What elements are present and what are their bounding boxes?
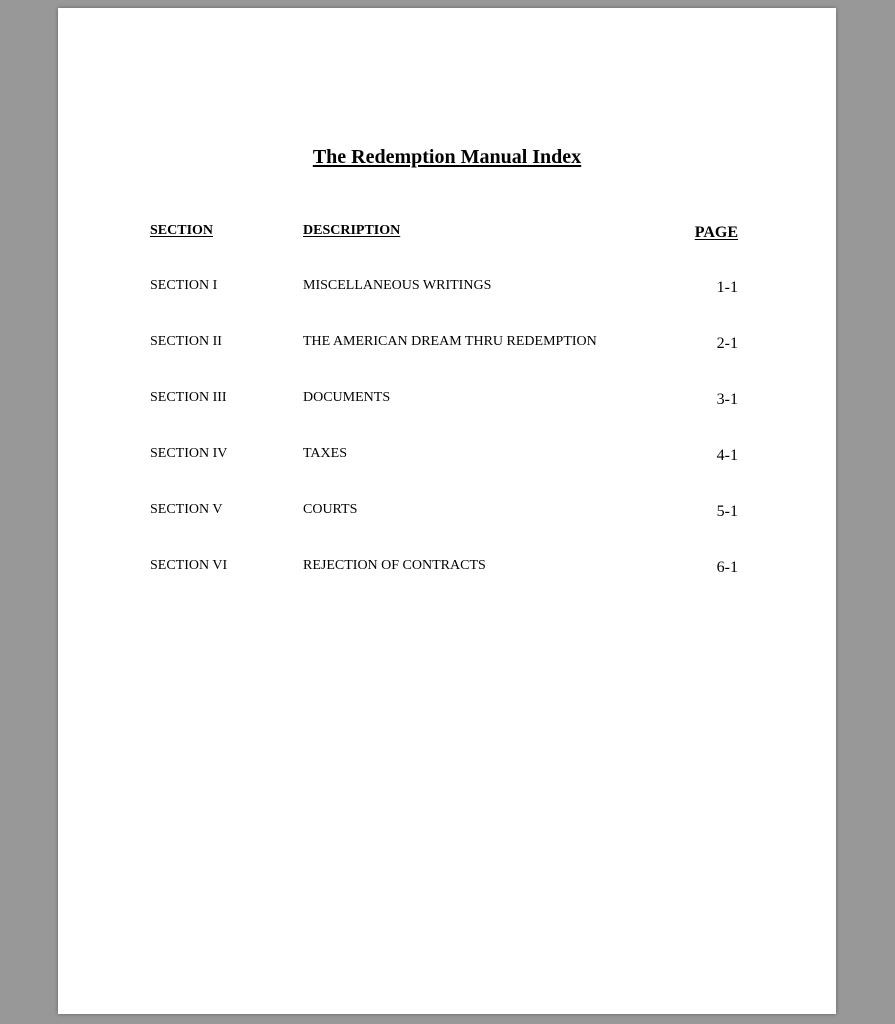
index-row <box>58 390 836 414</box>
row-description: REJECTION OF CONTRACTS <box>303 558 486 573</box>
index-row <box>58 334 836 358</box>
index-row <box>58 446 836 470</box>
row-page: 2-1 <box>716 335 738 352</box>
row-page: 1-1 <box>716 279 738 296</box>
row-description: THE AMERICAN DREAM THRU REDEMPTION <box>303 334 597 349</box>
row-description: MISCELLANEOUS WRITINGS <box>303 278 492 293</box>
row-description: DOCUMENTS <box>303 390 391 405</box>
row-section: SECTION I <box>150 278 218 293</box>
row-page: 6-1 <box>716 559 738 576</box>
index-row <box>58 502 836 526</box>
column-header-page: PAGE <box>694 224 738 241</box>
row-description: COURTS <box>303 502 358 517</box>
column-header-section: SECTION <box>150 223 214 238</box>
row-section: SECTION V <box>150 502 223 517</box>
row-section: SECTION III <box>150 390 227 405</box>
index-row <box>58 278 836 302</box>
row-section: SECTION IV <box>150 446 228 461</box>
row-section: SECTION II <box>150 334 222 349</box>
row-description: TAXES <box>303 446 347 461</box>
row-page: 4-1 <box>716 447 738 464</box>
row-page: 5-1 <box>716 503 738 520</box>
row-section: SECTION VI <box>150 558 228 573</box>
document-title: The Redemption Manual Index <box>312 146 582 168</box>
document-page <box>58 8 836 1014</box>
column-header-description: DESCRIPTION <box>303 223 401 238</box>
index-row <box>58 558 836 582</box>
row-page: 3-1 <box>716 391 738 408</box>
